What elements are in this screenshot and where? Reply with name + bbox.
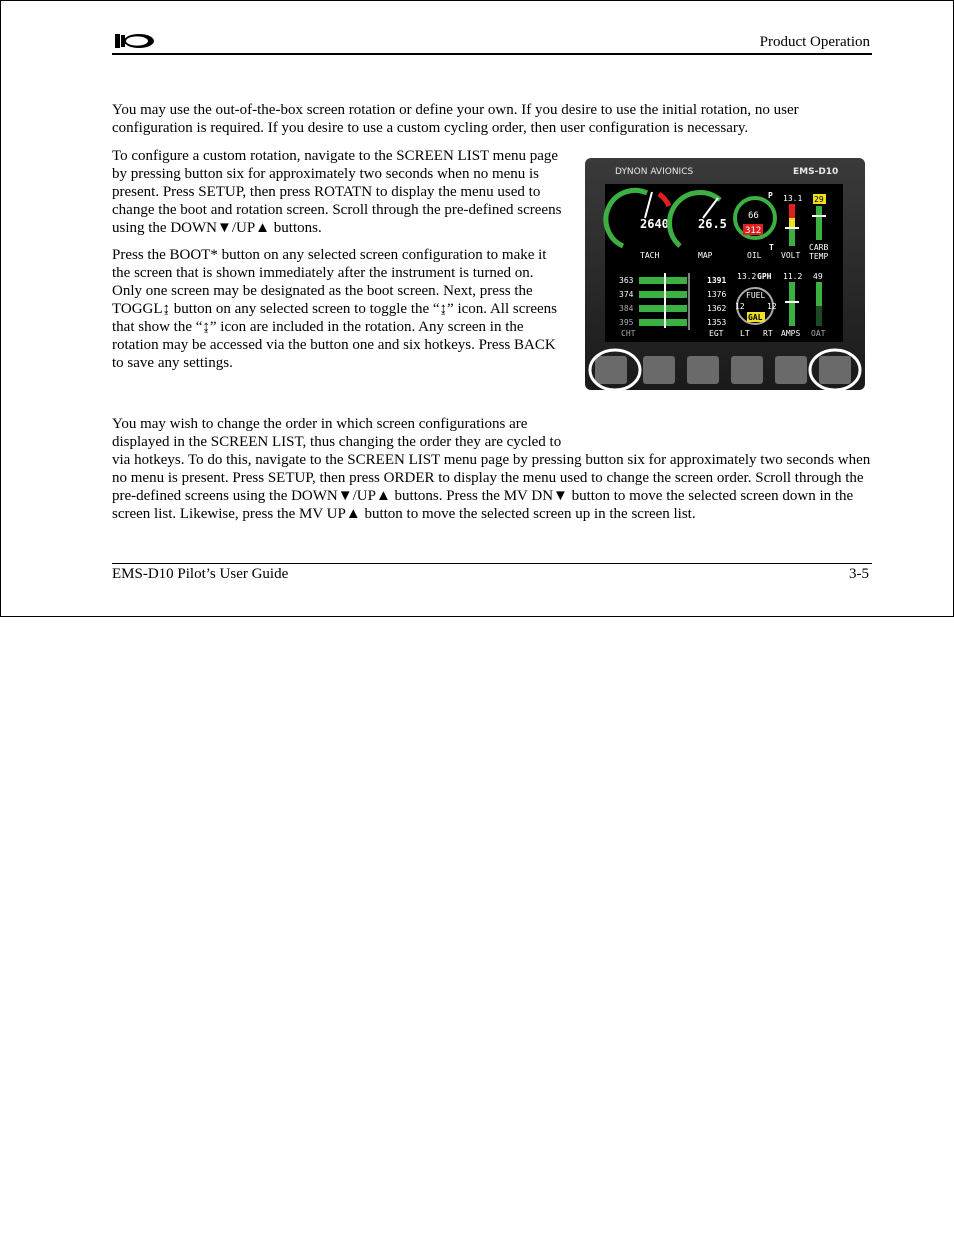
paragraph-rotation: To configure a custom rotation, navigate to the SCREEN LIST menu page by pressing button six for approximately two seconds when no menu is present. Press SETUP, then press ROTATN to display the menu used to change the boot and rotation screen. Scroll through the pre-defined screens using the DOWN▼/UP▲ buttons.	[112, 148, 562, 236]
amps-value: 11.2	[783, 272, 803, 281]
device-button-2	[643, 356, 675, 384]
paragraph-boot: Press the BOOT* button on any selected screen configuration to make it the screen that is shown immediately after the instrument is turned on. Only one screen may be designated as the boot screen. Next, press the TOGGL↨ button on any selected screen to toggle the “↨” icon. All screens that show the “↨” icon are included in the rotation. Any screen in the rotation may be accessed via the button one and six hotkeys. Press BACK to save any settings.	[112, 247, 558, 371]
carb-value: 29	[814, 195, 824, 204]
dynon-logo-icon	[112, 33, 156, 49]
page-header	[112, 33, 872, 55]
cht-value: 384	[619, 304, 634, 313]
oat-label: OAT	[811, 329, 826, 338]
device-button-4	[731, 356, 763, 384]
footer-guide-title: EMS-D10 Pilot’s User Guide	[112, 566, 289, 582]
egt-label: EGT	[709, 329, 724, 338]
cht-value: 395	[619, 318, 634, 327]
fuel-label: FUEL	[746, 291, 766, 300]
ems-d10-device-image	[585, 158, 865, 390]
map-value: 26.5	[698, 217, 727, 231]
footer-page-number: 3-5	[849, 566, 869, 582]
cht-value: 374	[619, 290, 634, 299]
cht-label: CHT	[621, 329, 636, 338]
tach-label: TACH	[640, 251, 660, 260]
fuel-right-value: 12	[767, 302, 777, 311]
map-label: MAP	[698, 251, 713, 260]
footer-rule	[112, 563, 872, 564]
oil-t-label: T	[769, 243, 774, 252]
oil-pressure-value: 66	[748, 211, 759, 221]
egt-value: 1353	[707, 318, 727, 327]
volt-bar-yellow	[789, 218, 795, 228]
oat-bar-green	[816, 282, 822, 306]
device-model: EMS-D10	[793, 167, 839, 177]
egt-value: 1391	[707, 276, 727, 285]
device-brand: DYNON AVIONICS	[615, 167, 694, 177]
lt-label: LT	[740, 329, 750, 338]
fuel-left-value: 12	[735, 302, 745, 311]
rt-label: RT	[763, 329, 773, 338]
carb-bar-green	[816, 206, 822, 240]
gph-value: 13.2	[737, 272, 757, 281]
egt-value: 1362	[707, 304, 727, 313]
device-button-5	[775, 356, 807, 384]
amps-bar-green	[789, 282, 795, 326]
carb-label-1: CARB	[809, 243, 829, 252]
device-button-3	[687, 356, 719, 384]
carb-label-2: TEMP	[809, 252, 829, 261]
amps-label: AMPS	[781, 329, 801, 338]
volt-bar-green	[789, 228, 795, 246]
oat-value: 49	[813, 272, 823, 281]
tach-value: 2640	[640, 217, 669, 231]
paragraph-order-part-a: You may wish to change the order in which screen configurations are displayed in the SCREEN LIST, thus changing the order they are cycled	[112, 416, 546, 450]
cht-bar	[639, 277, 687, 284]
volt-bar-red	[789, 204, 795, 218]
device-button-1	[595, 356, 627, 384]
oil-label: OIL	[747, 251, 762, 260]
egt-value: 1376	[707, 290, 727, 299]
volt-label: VOLT	[781, 251, 801, 260]
oat-bar-dim	[816, 306, 822, 326]
gph-label: GPH	[757, 272, 772, 281]
header-title: Product Operation	[759, 34, 870, 50]
cht-value: 363	[619, 276, 634, 285]
volt-value: 13.1	[783, 194, 803, 203]
oil-p-label: P	[768, 191, 773, 200]
oil-temp-value: 312	[745, 226, 762, 236]
gal-label: GAL	[748, 313, 763, 322]
paragraph-order	[112, 415, 872, 523]
device-button-6	[819, 356, 851, 384]
paragraph-intro: You may use the out-of-the-box screen rotation or define your own. If you desire to use the initial rotation, no user configuration is required. If you desire to use a custom cycling order, then user configuration is necessary.	[112, 102, 799, 136]
cht-bar	[639, 291, 687, 298]
paragraph-order-part-b: to via hotkeys. To do this, navigate to the SCREEN LIST menu page by pressing button six for approximately two seconds when no menu is present. Press SETUP, then press ORDER to display the menu used to change the screen order. Scroll through the pre-defined screens using the DOWN▼/UP▲ buttons. Press the MV DN▼ button to move the selected screen down in the screen list. Likewise, press the MV UP▲ button to move the selected screen up in the screen list.	[112, 434, 871, 522]
cht-bar	[639, 305, 687, 312]
cht-bar	[639, 319, 687, 326]
